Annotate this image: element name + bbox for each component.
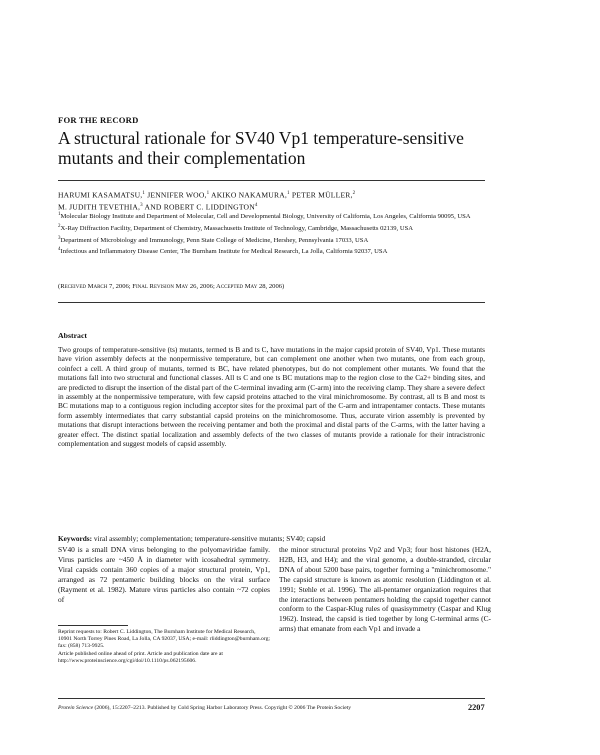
author-affil-mark: 1	[142, 191, 146, 196]
abstract-text: Two groups of temperature-sensitive (ts) mutants, termed ts B and ts C, have mutations in the major capsid protein of SV40, Vp1. These mutants have virion assembly defects at the nonpermissive temperature, but can complement one another when two mutants, one from each group, coinfect a cell. A third group of mutants, termed ts BC, have related phenotypes, but do not complement other mutants. We found that the mutations fall into two structural and functional classes. All ts C and one ts BC mutations map to the region close to the Ca2+ binding sites, and are predicted to disrupt the insertion of the distal part of the C-terminal invading arm (C-arm) into the receiving clamp. They share a severe defect in assembly at the nonpermissive temperature, with few capsid proteins attached to the viral minichromosome. By contrast, all ts B and most ts BC mutations map to a contiguous region including acceptor sites for the proximal part of the C-arm and intrapentamer contacts. These mutants form assembly intermediates that carry substantial capsid proteins on the minichromosome. Thus, accurate virion assembly is prevented by mutations that disrupt interactions between the receiving pentamer and both the proximal and distal parts of the C-arms, with the latter having a greater effect. The distinct spatial localization and assembly defects of the two classes of mutants provide a rationale for their intracistronic complementation and suggest models of capsid assembly.	[58, 345, 485, 449]
abstract-heading: Abstract	[58, 331, 88, 340]
keywords	[58, 534, 485, 543]
author-list	[58, 189, 488, 212]
affiliation-mark: 1	[58, 212, 61, 217]
affiliation	[58, 235, 498, 246]
footnote-divider	[58, 625, 128, 626]
author-affil-mark: 3	[140, 202, 143, 208]
author-conjunction: AND	[144, 202, 162, 212]
affiliation-text: X-Ray Diffraction Facility, Department of Chemistry, Massachusetts Institute of Technology, Cambridge, Massachusetts 02139, USA	[60, 224, 414, 232]
keywords-label: Keywords:	[58, 534, 93, 543]
keywords-list: viral assembly; complementation; temperature-sensitive mutants; SV40; capsid	[93, 534, 326, 543]
page-footer	[58, 705, 438, 712]
affiliation-text: Department of Microbiology and Immunology, Penn State College of Medicine, Hershey, Pennsylvania 17033, USA	[60, 236, 369, 244]
body-column-left: SV40 is a small DNA virus belonging to the polyomaviridae family. Virus particles are ~450 Å in diameter with icosahedral symmetry. Viral capsids contain 360 copies of a major structural protein, Vp1, arranged as 72 pentameric building blocks on the viral surface (Rayment et al. 1982). Mature virus particles also contain ~72 copies of	[58, 545, 270, 604]
author-affil-mark: 1	[287, 191, 290, 196]
affiliation-mark: 2	[58, 223, 61, 229]
author-name: HARUMI KASAMATSU,	[58, 190, 143, 200]
author-name: M. JUDITH TEVETHIA,	[58, 202, 141, 212]
citation-text: (2006), 15:2207–2213. Published by Cold Spring Harbor Laboratory Press. Copyright © 2006 The Protein Society	[94, 705, 352, 711]
footnote-reprint: Reprint requests to: Robert C. Liddington, The Burnham Institute for Medical Research, 10901 North Torrey Pines Road, La Jolla, CA 92037, USA; e-mail: rliddington@burnham.org; fax: (858) 713-9925.	[58, 629, 270, 650]
affiliation	[58, 211, 498, 222]
header-divider	[58, 302, 485, 303]
author-name: AKIKO NAKAMURA,	[211, 190, 288, 200]
section-label: FOR THE RECORD	[58, 115, 139, 125]
journal-name: Protein Science	[58, 705, 94, 711]
affiliation-mark: 3	[58, 235, 61, 241]
article-dates: (Received March 7, 2006; Final Revision May 26, 2006; Accepted May 28, 2006)	[58, 283, 285, 290]
affiliation-text: Molecular Biology Institute and Department of Molecular, Cell and Developmental Biology, University of California, Los Angeles, California 90095, USA	[60, 213, 471, 221]
title-divider	[58, 180, 485, 181]
affiliation	[58, 246, 498, 257]
footnote	[58, 629, 270, 665]
author-affil-mark: 2	[352, 191, 356, 196]
author-name: JENNIFER WOO,	[147, 190, 207, 200]
page-number: 2207	[468, 703, 485, 712]
body-column-right: the minor structural proteins Vp2 and Vp3; four host histones (H2A, H2B, H3, and H4); and the viral genome, a double-stranded, circular DNA of about 5200 base pairs, together forming a "minichromosome." The capsid structure is known as atomic resolution (Liddington et al. 1991; Stehle et al. 1996). The all-pentamer organization requires that the interactions between pentamers holding the capsid together cannot conform to the Caspar-Klug rules of quasisymmetry (Caspar and Klug 1962). Instead, the capsid is tied together by long C-terminal arms (C-arms) that emanate from each Vp1 and invade a	[279, 545, 491, 634]
affiliation	[58, 223, 498, 234]
affiliations	[58, 211, 498, 258]
footnote-article: Article published online ahead of print. Article and publication date are at http://www.proteinscience.org/cgi/doi/10.1110/ps.062195606.	[58, 650, 223, 664]
author-affil-mark: 1	[206, 191, 210, 196]
affiliation-text: Infectious and Inflammatory Disease Center, The Burnham Institute for Medical Research, La Jolla, California 92037, USA	[60, 248, 388, 256]
footer-divider	[58, 698, 485, 699]
author-name: ROBERT C. LIDDINGTON	[163, 202, 255, 212]
author-name: PETER MÜLLER,	[291, 190, 353, 200]
author-affil-mark: 4	[254, 202, 258, 208]
affiliation-mark: 4	[58, 247, 61, 253]
article-title: A structural rationale for SV40 Vp1 temperature-sensitive mutants and their complementation	[58, 128, 464, 168]
